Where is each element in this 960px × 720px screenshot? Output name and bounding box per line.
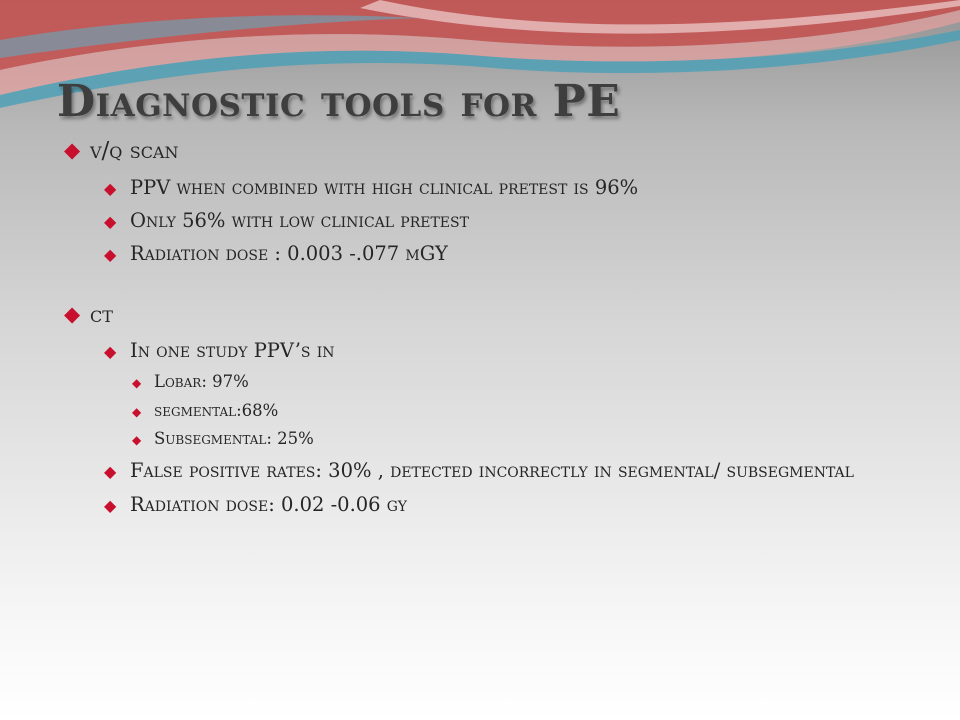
sub-list-item [64, 372, 924, 392]
diamond-bullet-icon: ◆ [104, 495, 117, 515]
diamond-bullet-icon: ◆ [132, 404, 142, 419]
diamond-bullet-icon: ◆ [104, 342, 117, 362]
list-item-text: PPV when combined with high clinical pretest is 96% [130, 175, 639, 199]
diamond-bullet-icon: ◆ [104, 245, 117, 265]
list-item [64, 459, 924, 482]
slide-title: Diagnostic tools for PE [57, 76, 621, 127]
diamond-bullet-icon: ◆ [104, 211, 117, 231]
section-spacer [64, 266, 924, 302]
diamond-bullet-icon: ◆ [104, 178, 117, 198]
sub-list-item-text: Subsegmental: 25% [154, 429, 314, 449]
list-item-text: False positive rates: 30% , detected incorrectly in segmental/ subsegmental [130, 459, 854, 483]
diamond-bullet-icon: ◆ [132, 433, 142, 448]
diamond-bullet-icon: ◆ [132, 375, 142, 390]
section-heading-label: v/q scan [90, 138, 179, 164]
list-item-text: Radiation dose: 0.02 -0.06 gy [130, 492, 407, 516]
section-heading-label: ct [90, 301, 113, 328]
list-item-text: Radiation dose : 0.003 -.077 mGY [130, 242, 448, 266]
sub-list-item-text: segmental:68% [154, 400, 279, 420]
sub-list-item-text: Lobar: 97% [154, 371, 249, 391]
list-item [64, 209, 924, 232]
list-item-text: Only 56% with low clinical pretest [130, 208, 469, 232]
diamond-bullet-icon: ◆ [64, 301, 81, 326]
list-item [64, 176, 924, 199]
section-heading-ct [64, 302, 924, 330]
sub-list-item [64, 429, 924, 449]
diamond-bullet-icon: ◆ [64, 138, 81, 162]
list-item-text: In one study PPV’s in [130, 339, 335, 363]
slide-content [64, 138, 924, 516]
section-heading-vq-scan [64, 138, 924, 166]
sub-list-item [64, 401, 924, 421]
list-item [64, 242, 924, 265]
list-item [64, 493, 924, 516]
list-item [64, 339, 924, 362]
diamond-bullet-icon: ◆ [104, 462, 117, 482]
